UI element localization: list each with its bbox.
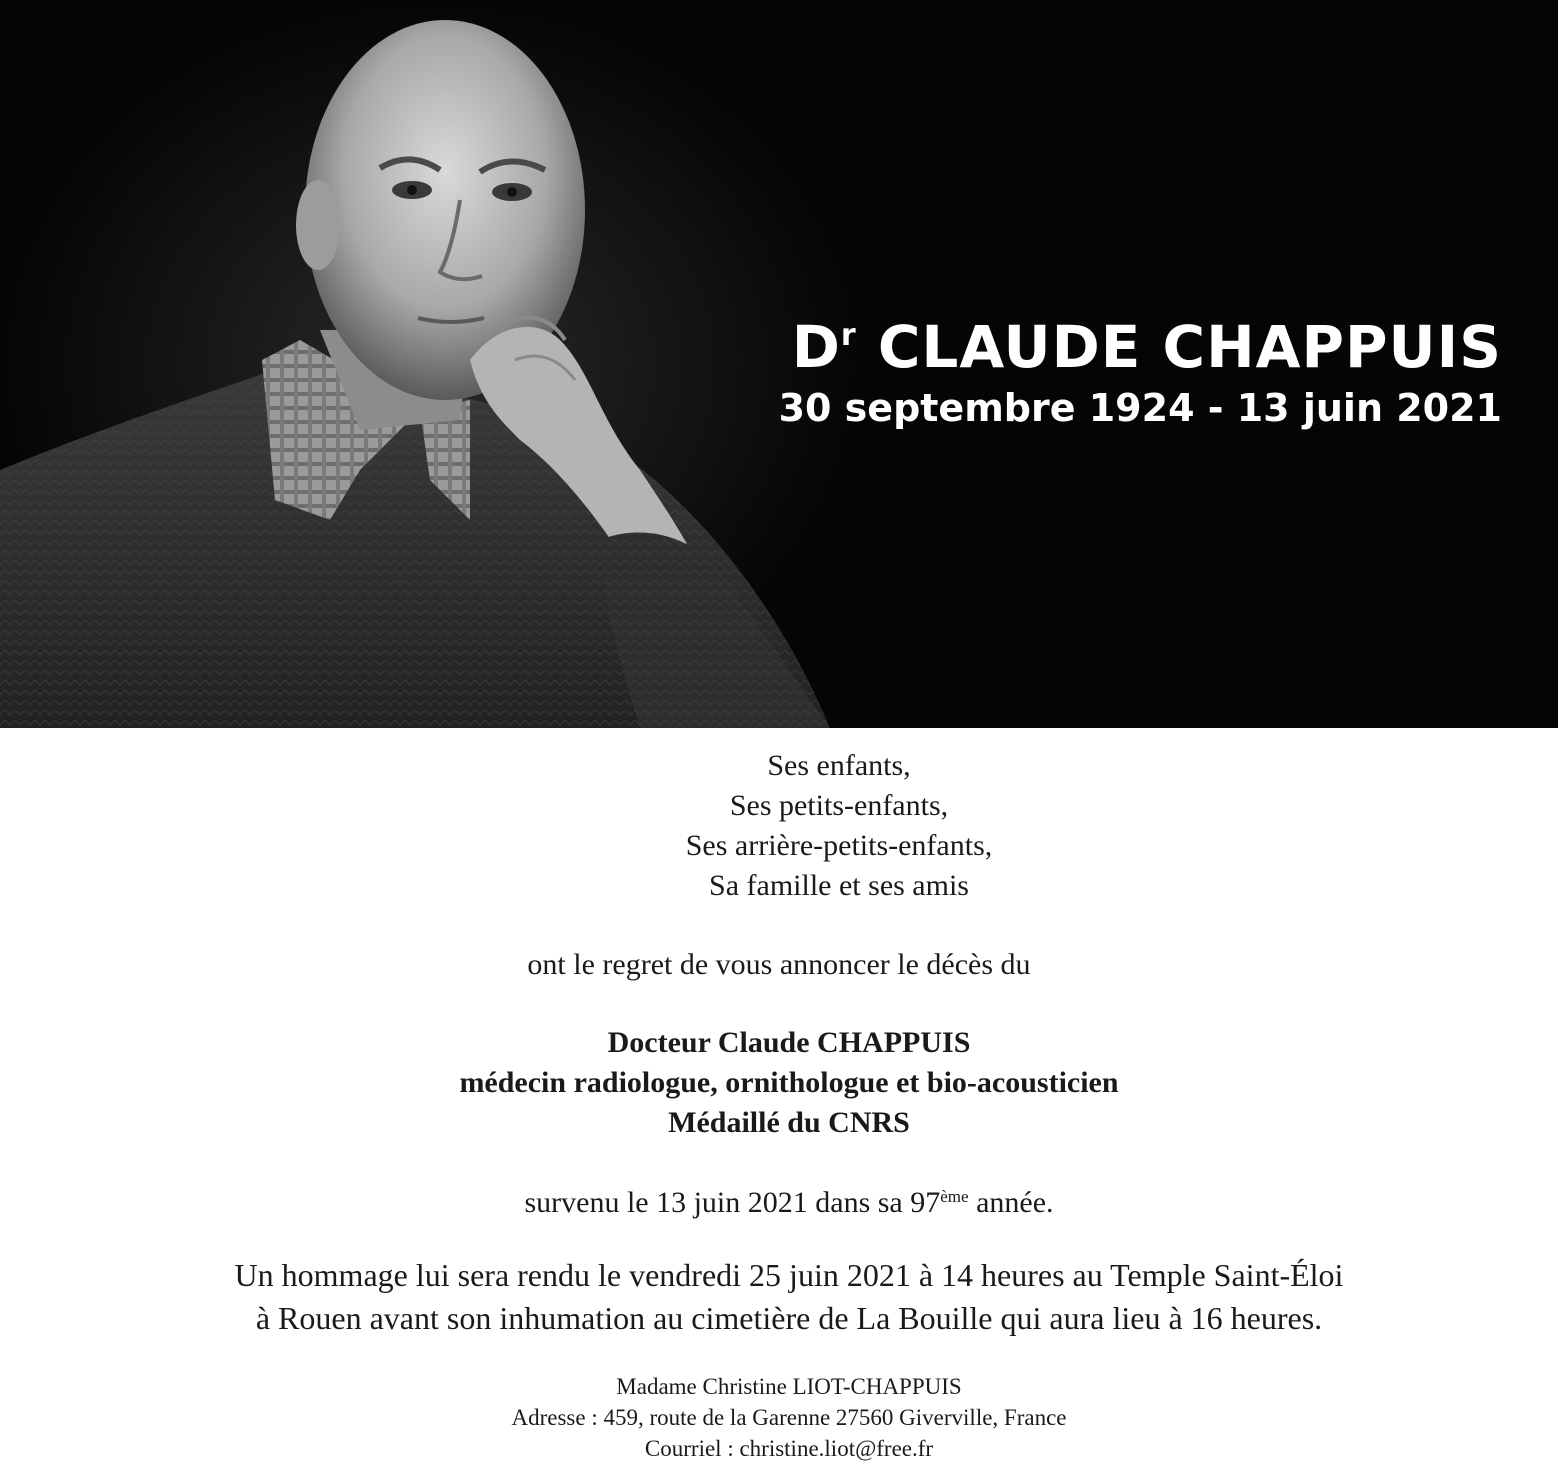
family-list [0,746,1558,906]
photo-banner [0,0,1558,728]
deceased-honor: Médaillé du CNRS [668,1106,910,1139]
banner-name-prefix-sup: r [840,318,857,353]
contact-email[interactable]: Courriel : christine.liot@free.fr [644,1436,934,1461]
hommage-line: à Rouen avant son inhumation au cimetière de La Bouille qui aura lieu à 16 heures. [255,1300,1323,1336]
portrait-photo [0,0,860,728]
banner-title [779,312,1502,434]
hommage-line: Un hommage lui sera rendu le vendredi 25 juin 2021 à 14 heures au Temple Saint-Éloi [234,1257,1344,1293]
family-line: Sa famille et ses amis [709,869,969,902]
banner-name-prefix: D [791,313,841,381]
deceased-profession: médecin radiologue, ornithologue et bio-acousticien [459,1066,1119,1099]
deceased-name: Docteur Claude CHAPPUIS [607,1026,971,1059]
family-line: Ses enfants, [767,749,911,782]
announcement [0,728,1558,1464]
contact-address: Adresse : 459, route de la Garenne 27560 Giverville, France [511,1405,1067,1430]
survenu-line [20,1183,1558,1223]
survenu-end: année. [968,1186,1054,1219]
contact-block [0,1371,1558,1464]
family-line: Ses arrière-petits-enfants, [685,829,993,862]
contact-name: Madame Christine LIOT-CHAPPUIS [616,1374,962,1399]
deceased-block [0,1023,1558,1143]
survenu-sup: ème [940,1187,969,1206]
regret-line: ont le regret de vous annoncer le décès du [527,948,1031,981]
banner-dates: 30 septembre 1924 - 13 juin 2021 [778,386,1502,430]
banner-name-text: CLAUDE CHAPPUIS [877,313,1502,381]
family-line: Ses petits-enfants, [729,789,949,822]
survenu-text: survenu le 13 juin 2021 dans sa 97 [524,1186,941,1219]
hommage-block [0,1254,1558,1340]
banner-name [779,312,1502,382]
